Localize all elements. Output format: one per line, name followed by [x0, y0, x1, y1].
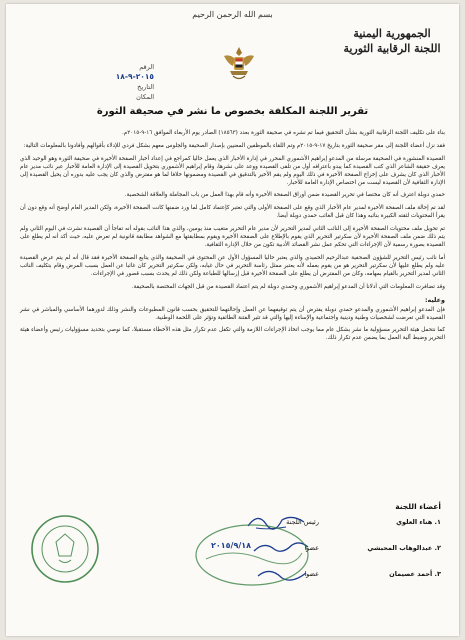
reference-place-label: المكان	[136, 93, 154, 101]
republic-eagle-emblem-icon	[220, 44, 258, 84]
official-seal-icon	[26, 512, 104, 586]
member-name: ٢. عبدالوهاب المحبشي	[367, 544, 441, 552]
body-paragraph: لقد تم إحالة ملف الصفحة الأخيرة لمدير عام الأخبار الذي وقع على الصفحة الأولى والتي تعتبر كإعتماد كامل لما ورد ضمنها كانت الصفحة الأخيرة، ولكن المدير العام أوضح أنه وقع دون أن يقرأ المحتويات لثقته الكبيرة بنائبه وهذا كان قبل الغائب حمدي دوبلة أيضا.	[20, 205, 445, 220]
signature-date: ٢٠١٥/٩/١٨	[211, 541, 252, 550]
body-paragraph: أما نائب رئيس التحرير للشؤون الصحفية عبدالرحيم الحميدي والذي يعتبر حاليا المسؤول الأول عن المحتوى في الصحيفة والذي يتابع الصفحة الأخيرة فقد قال أنه لم يتم عرض القصيدة عليه ولم يطلع عليها لأن سكرتير التحرير هو من يقوم بعمله لأنه يعتبر ممثل رئاسة التحرير في حال غيابه، ولكن سكرتير التحرير كان غائبا عن العمل بسبب المرض وقام بتكليف النائب الثاني لمدير التحرير بالقيام بمهامه، وكان من المفترض أن يطلع على الصفحة الأخيرة قبل إرسالها للطباعة ولكن ذلك لم يحدث بسبب قصور في الإجراءات.	[20, 254, 445, 277]
body-paragraph: القصيدة المنشورة في الصحيفة مرسلة من المدعو إبراهيم الأشموري المحرر في إدارة الأخبار الذي يعمل حاليا كمراجع في إعداد أخبار الصفحة الأخيرة في صحيفة الثورة وهو الوحيد الذي يعرف حقيقة الشاعر الذي كتب القصيدة كما يبدو باعترافه أول من تلقى القصيدة ووعد على نشرها، وقام إبراهيم الأشموري بتحويل القصيدة إلى الإدارة العامة للأخبار عبر نائب مدير عام الأخبار الذي كان يشرف على إخراج الصفحة الأخيرة في ذلك اليوم ولم يقم الأخير بالتدقيق في القصيدة ومضمونها خلافا لما هو مفترض والذي كان يجب عليه بدوره أن يحيل القصيدة إلى الإدارة الثقافية لأن القصيدة ليست من اختصاص الإدارة العامة للأخبار.	[20, 155, 445, 186]
member-name: ١. هناء العلوي	[396, 518, 441, 526]
reference-date-label: التاريخ	[137, 83, 154, 91]
member-name: ٣. أحمد عصيمان	[389, 570, 441, 578]
letterhead-right	[337, 26, 447, 56]
letterhead-committee: اللجنة الرقابية الثورية	[343, 42, 441, 55]
member-role: عضوا	[304, 544, 319, 552]
committee-date-stamp	[192, 519, 312, 591]
conclusion-heading: وعليه:	[425, 295, 445, 304]
member-role: عضوا	[304, 570, 319, 578]
basmala-heading: بسم الله الرحمن الرحيم	[192, 10, 273, 19]
body-paragraph: وقد تضافرت المعلومات التي أدلانا أن المدعو إبراهيم الأشموري وحمدي دوبلة لم يتم اعتماد القصيدة من قبل الجهات المختصة بالصحيفة.	[131, 283, 445, 290]
letterhead-country: الجمهورية اليمنية	[353, 27, 431, 40]
report-body	[20, 130, 445, 347]
conclusion-paragraph: فإن المدعو إبراهيم الأشموري والمدعو حمدي دوبلة يفترض أن يتم توقيفهما عن العمل وإحالتهما للتحقيق بحسب قانون المطبوعات والنشر وذلك لدورهما الأساسي والمباشر في نشر القصيدة التي تعرضت لشخصيات وطنية ودينية واجتماعية والإساءة إليها والتي قد تثير الفتنة الطائفية وتؤثر على اللحمة الوطنية.	[20, 307, 445, 322]
member-role: رئيس اللجنة	[286, 518, 319, 526]
body-paragraph: فقد نزل أعضاء اللجنة إلى مقر صحيفة الثورة بتاريخ ١٧-٩-٢٠١٥م وتم اللقاء بالموظفين المعنيين بإصدار الصحيفة والجلوس معهم بشكل فردي للإدلاء بأقوالهم وأفادونا بالمعلومات التالية:	[23, 142, 445, 149]
report-title: تقرير اللجنة المكلفة بخصوص ما نشر في صحيفة الثورة	[96, 106, 369, 117]
intro-paragraph: بناء على تكليف اللجنة الرقابية الثورية بشأن التحقيق فيما تم نشره في صحيفة الثورة بعدد (١٨٥٦٣) الصادر يوم الأربعاء الموافق ١٦-٩-٢٠١٥م.	[121, 130, 445, 136]
body-paragraph: تم تحويل ملف محتويات الصفحة الأخيرة إلى النائب الثاني لمدير التحرير لأن مدير عام التحرير متغيب منذ يومين، والذي هذا النائب بقوله أنه تفاجأ أن القصيدة نشرت في اليوم الثاني ولم يتم ذلك ضمن ملف الصفحة الأخيرة لأن سكرتير التحرير الذي يقوم بالإطلاع على الصفحة الأخيرة ويقوم بمطابقتها مع الشواهد مطابقة قانونية لم تعرض عليه، حيث أكد أنه لم يطلع على القصيدة بصورة رسمية لأن الإجراءات التي تحكم عمل نشر القصائد الأدبية تكون من خلال الإدارة الثقافية.	[20, 226, 445, 248]
reference-number-label: الرقم	[139, 63, 154, 71]
body-paragraph: حمدي دوبلة اعترف أنه كان مختصا في تحرير القصيدة ضمن أوراق الصفحة الأخيرة وأنه قام بهذا العمل من باب المجاملة والعلاقة الشخصية.	[124, 192, 445, 199]
members-heading: أعضاء اللجنة	[395, 502, 441, 511]
document-page	[6, 4, 459, 636]
reference-number-value: ٢٠١٥-٩-١٨	[115, 72, 154, 81]
reference-block	[64, 62, 154, 102]
conclusion-paragraph: كما نتحمل هيئة التحرير مسؤولية ما نشر بشكل عام مما يوجب اتخاذ الإجراءات اللازمة والتي تكفل عدم تكرار مثل هذه الأخطاء مستقبلا، كما نوصي بتحديد مسؤوليات رئيس وأعضاء هيئة التحرير وضبط آلية العمل بما يضمن عدم تكرار ذلك.	[20, 327, 445, 342]
